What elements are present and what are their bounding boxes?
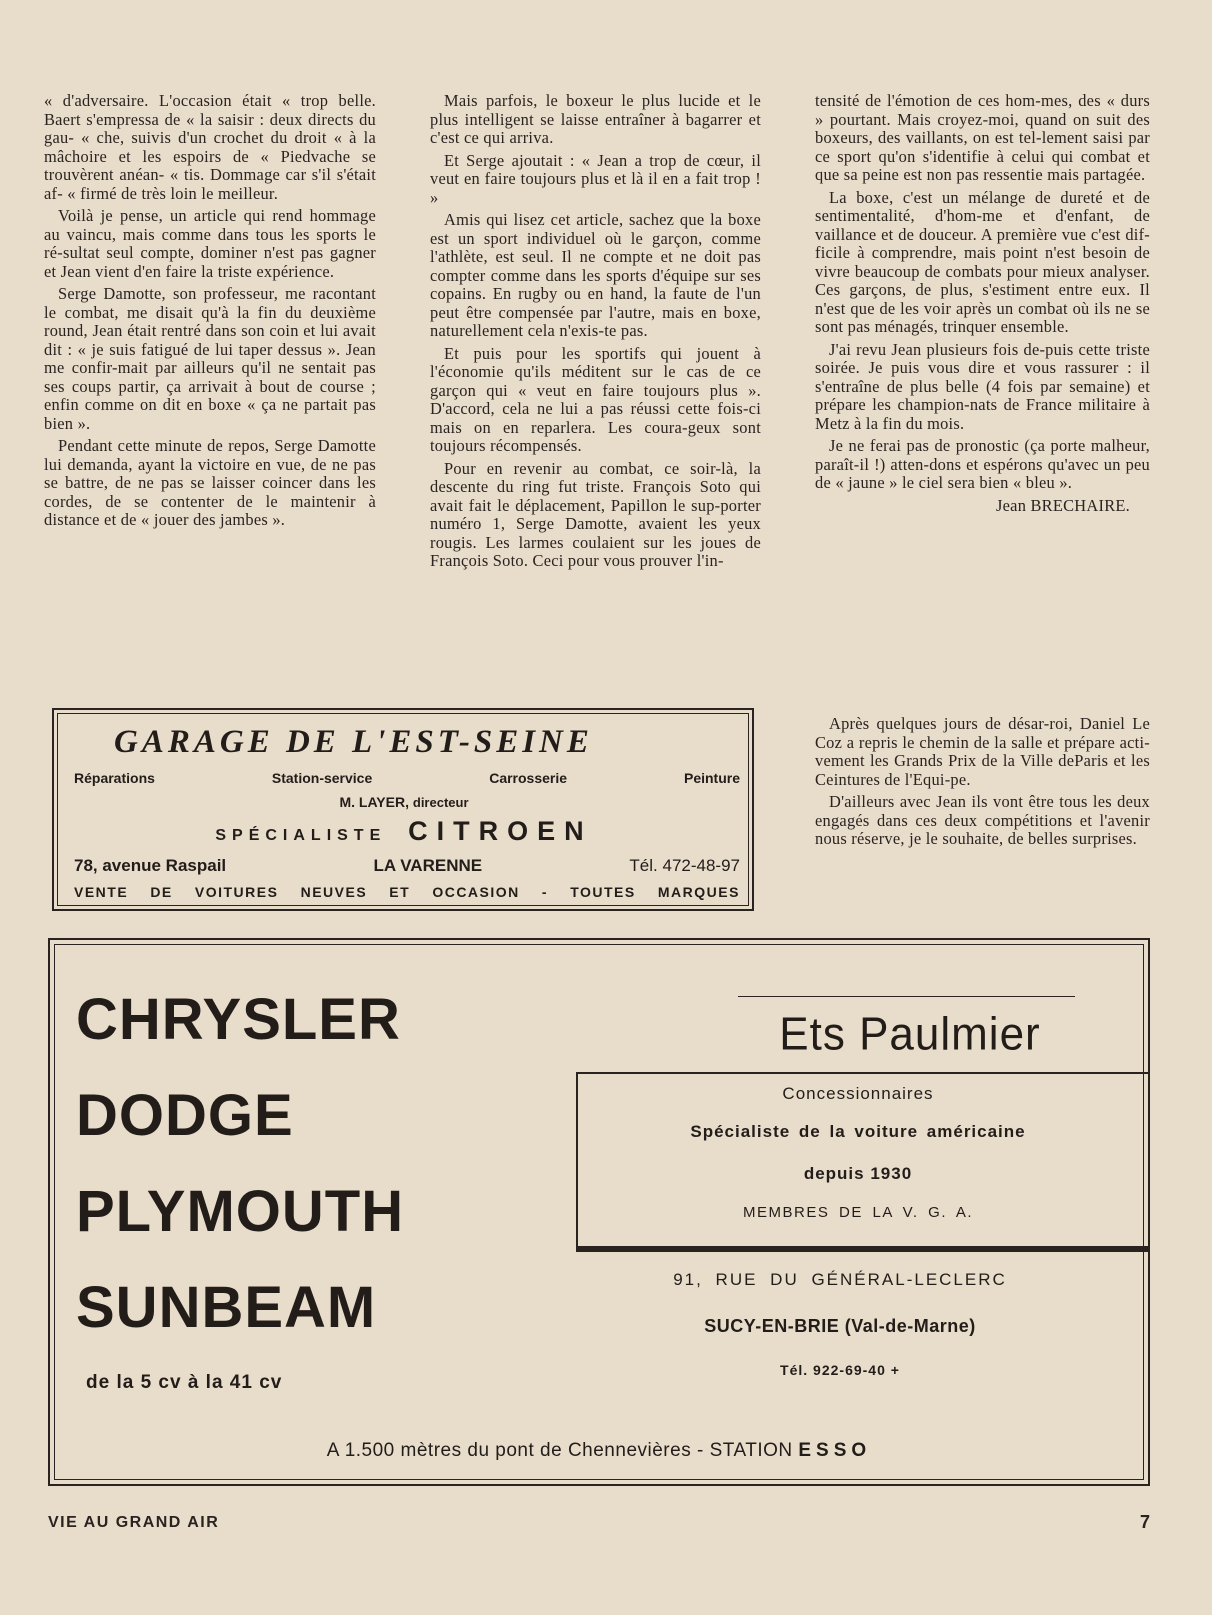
service-item: Station-service bbox=[271, 770, 373, 786]
article-paragraph: Amis qui lisez cet article, sachez que la boxe est un sport individuel où le garçon, comme l'athlète, est seul. Il ne compte et ne doit pas compter comme dans les sports d'équipe sur ses copains. En rugby ou en hand, la faute de l'un peut être compensée par l'autre, mais en boxe, naturellement cela n'exis-te pas. bbox=[430, 210, 761, 340]
author-signature: Jean BRECHAIRE. bbox=[996, 495, 1130, 515]
article-column-2 bbox=[430, 92, 761, 575]
company-name: Ets Paulmier bbox=[779, 1008, 1041, 1061]
sales-word: NEUVES bbox=[300, 884, 368, 900]
brand-name: PLYMOUTH bbox=[76, 1179, 405, 1244]
article-column-3-continued bbox=[815, 715, 1150, 853]
sales-word: DE bbox=[150, 884, 173, 900]
article-paragraph: Serge Damotte, son professeur, me racontant le combat, me disait qu'à la fin du deuxième round, Jean était rentré dans son coin et lui avait dit : « je suis fatigué de lui taper dessus ». Jean me confir-mait par ailleurs qu'il ne sentait pas ses coups partir, ça arrivait à bout de course ; enfin comme on dit en boxe « ça ne partait pas bien ». bbox=[44, 284, 376, 433]
article-paragraph: Pour en revenir au combat, ce soir-là, la descente du ring fut triste. François Soto qui avait fait le déplacement, Papillon le sup-porter numéro 1, Serge Damotte, avaient les yeux rougis. Les larmes coulaient sur les joues de François Soto. Ceci pour vous prouver l'in- bbox=[430, 458, 761, 570]
service-item: Réparations bbox=[74, 770, 155, 786]
article-paragraph: Voilà je pense, un article qui rend hommage au vaincu, mais comme dans tous les sports le ré-sultat seul compte, dominer n'est pas gagner et Jean vient d'en faire la triste expérience. bbox=[44, 206, 376, 281]
garage-address: 78, avenue Raspail bbox=[74, 856, 227, 875]
power-range: de la 5 cv à la 41 cv bbox=[86, 1372, 283, 1393]
article-paragraph: Après quelques jours de désar-roi, Daniel Le Coz a repris le chemin de la salle et prépare acti-vement les Grands Prix de la Ville deParis et les Ceintures de l'Equi-pe. bbox=[815, 714, 1150, 789]
director-name: M. LAYER, bbox=[339, 794, 409, 810]
article-paragraph: Mais parfois, le boxeur le plus lucide et le plus intelligent se laisse entraîner à bagarrer et c'est ce qui arriva. bbox=[430, 91, 761, 147]
specialist-label: SPÉCIALISTE bbox=[215, 827, 387, 844]
dealer-since: depuis 1930 bbox=[803, 1164, 913, 1183]
article-paragraph: D'ailleurs avec Jean ils vont être tous les deux engagés dans ces deux compétitions et l'avenir nous réserve, je le souhaite, de belles surprises. bbox=[815, 792, 1150, 848]
service-item: Peinture bbox=[683, 770, 740, 786]
article-paragraph: Et Serge ajoutait : « Jean a trop de cœur, il veut en faire toujours plus et là il en a fait trop ! » bbox=[430, 150, 761, 207]
article-paragraph: Je ne ferai pas de pronostic (ça porte malheur, paraît-il !) atten-dons et espérons qu'avec un peu de « jaune » le ciel sera bien « bleu ». bbox=[815, 436, 1150, 492]
dealer-city: SUCY-EN-BRIE (Val-de-Marne) bbox=[704, 1316, 976, 1336]
article-column-1 bbox=[44, 92, 376, 534]
garage-title: GARAGE DE L'EST-SEINE bbox=[114, 724, 593, 760]
garage-address-row bbox=[74, 856, 740, 876]
divider-line bbox=[738, 996, 1075, 997]
sales-word: - bbox=[541, 884, 549, 900]
article-column-3 bbox=[815, 92, 1150, 519]
article-paragraph: tensité de l'émotion de ces hom-mes, des « durs » pourtant. Mais croyez-moi, quand on suit des boxeurs, des vaillants, on est tel-lement saisi par ce sport qu'on s'identifie à celui qui combat et que sa peine est non pas ressentie mais partagée. bbox=[815, 91, 1150, 184]
article-paragraph: « d'adversaire. L'occasion était « trop belle. Baert s'empressa de « la saisir : deux directs du gau- « che, suivis d'un crochet du droit « à la mâchoire et les espoirs de « Piedvache se trouvèrent anéan- « tis. Dommage car s'il s'était af- « firmé de très loin le meilleur. bbox=[44, 91, 376, 203]
garage-services bbox=[74, 770, 740, 786]
garage-city: LA VARENNE bbox=[373, 856, 483, 875]
sales-word: ET bbox=[389, 884, 411, 900]
dealer-membership: MEMBRES DE LA V. G. A. bbox=[742, 1204, 973, 1221]
dealer-phone: Tél. 922-69-40 + bbox=[780, 1362, 900, 1378]
article-paragraph: J'ai revu Jean plusieurs fois de-puis cette triste soirée. Je puis vous dire et vous rassurer : il s'entraîne de plus belle (4 fois par semaine) et prépare les champion-nats de France militaire à Metz à la fin du mois. bbox=[815, 339, 1150, 433]
garage-phone: Tél. 472-48-97 bbox=[629, 856, 740, 875]
garage-specialist bbox=[54, 816, 754, 847]
chrysler-advertisement bbox=[48, 938, 1150, 1486]
station-brand: ESSO bbox=[798, 1440, 872, 1461]
garage-director bbox=[54, 794, 754, 810]
director-role: directeur bbox=[412, 795, 469, 810]
dealer-address: 91, RUE DU GÉNÉRAL-LECLERC bbox=[673, 1270, 1007, 1289]
garage-advertisement bbox=[52, 708, 754, 911]
specialist-brand: CITROEN bbox=[408, 816, 593, 846]
page-number: 7 bbox=[1140, 1512, 1151, 1532]
location-text: A 1.500 mètres du pont de Chennevières - STATION bbox=[326, 1440, 793, 1461]
dealer-location bbox=[50, 1440, 1148, 1462]
magazine-name: VIE AU GRAND AIR bbox=[48, 1514, 220, 1531]
dealer-info-box bbox=[576, 1072, 1150, 1252]
sales-word: TOUTES bbox=[570, 884, 636, 900]
dealer-specialty: Spécialiste de la voiture américaine bbox=[690, 1122, 1026, 1141]
sales-word: MARQUES bbox=[657, 884, 740, 900]
brand-name: CHRYSLER bbox=[76, 987, 401, 1052]
brand-name: DODGE bbox=[76, 1083, 294, 1148]
article-paragraph: Et puis pour les sportifs qui jouent à l'économie qu'ils méditent sur le cas de ce garçon qui « veut en faire toujours plus ». D'accord, cela ne lui a pas réussi cette fois-ci mais on en reparlera. Les coura-geux sont toujours récompensés. bbox=[430, 343, 761, 455]
article-paragraph: La boxe, c'est un mélange de dureté et de sentimentalité, d'hom-me et d'enfant, de vaillance et de douceur. A première vue c'est dif-ficile à comprendre, mais point n'est besoin de vivre beaucoup de combats pour mieux analyser. Ces garçons, de plus, s'estiment entre eux. Il n'est que de les voir après un combat où ils ne se sont pas ménagés, trinquer ensemble. bbox=[815, 187, 1150, 336]
sales-word: VENTE bbox=[74, 884, 129, 900]
garage-sales-line bbox=[74, 884, 740, 900]
dealer-role: Concessionnaires bbox=[782, 1084, 934, 1103]
brand-name: SUNBEAM bbox=[76, 1275, 377, 1340]
service-item: Carrosserie bbox=[489, 770, 568, 786]
article-paragraph: Pendant cette minute de repos, Serge Damotte lui demanda, ayant la victoire en vue, de ne pas se battre, de ne pas se laisser coincer dans les cordes, de se contenter de le maintenir à distance et de « jouer des jambes ». bbox=[44, 436, 376, 529]
sales-word: VOITURES bbox=[194, 884, 279, 900]
sales-word: OCCASION bbox=[432, 884, 520, 900]
